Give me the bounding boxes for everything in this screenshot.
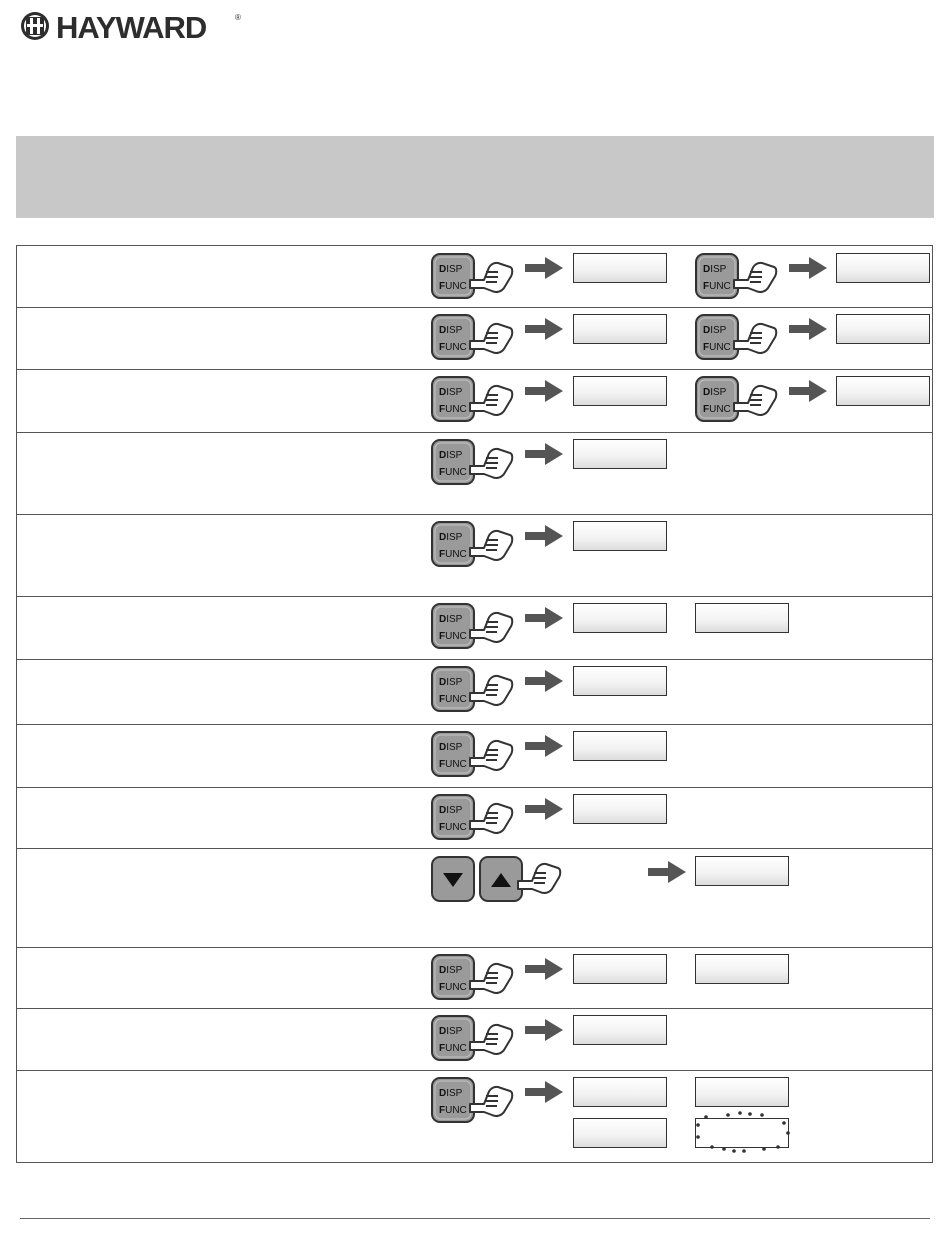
registered-mark: ®	[235, 13, 241, 22]
arrow-right-icon	[525, 735, 563, 757]
lcd-display	[573, 954, 667, 984]
arrow-right-icon	[525, 1019, 563, 1041]
svg-text:DISP: DISP	[439, 325, 463, 336]
lcd-display	[573, 603, 667, 633]
svg-text:DISP: DISP	[439, 677, 463, 688]
lcd-display	[573, 1077, 667, 1107]
lcd-display	[573, 1015, 667, 1045]
arrow-right-icon	[789, 380, 827, 402]
disp-func-button[interactable]	[694, 313, 784, 361]
arrow-right-icon	[525, 257, 563, 279]
svg-text:DISP: DISP	[439, 1026, 463, 1037]
svg-text:FUNC: FUNC	[439, 404, 467, 415]
lcd-display	[836, 253, 930, 283]
svg-text:FUNC: FUNC	[439, 694, 467, 705]
disp-func-button[interactable]	[430, 793, 520, 841]
svg-text:FUNC: FUNC	[439, 982, 467, 993]
arrow-right-icon	[525, 1081, 563, 1103]
svg-text:DISP: DISP	[439, 532, 463, 543]
brand-name: HAYWARD	[56, 10, 207, 44]
svg-text:FUNC: FUNC	[439, 549, 467, 560]
disp-func-button[interactable]	[430, 520, 520, 568]
lcd-display	[573, 439, 667, 469]
lcd-display	[836, 314, 930, 344]
svg-text:DISP: DISP	[439, 965, 463, 976]
arrow-right-icon	[525, 670, 563, 692]
lcd-display	[573, 1118, 667, 1148]
arrow-right-icon	[525, 318, 563, 340]
lcd-display	[573, 794, 667, 824]
svg-text:FUNC: FUNC	[439, 467, 467, 478]
footer-divider	[20, 1218, 930, 1219]
lcd-display-flashing	[695, 1118, 789, 1148]
svg-text:DISP: DISP	[439, 264, 463, 275]
up-down-buttons[interactable]	[430, 853, 570, 903]
svg-text:FUNC: FUNC	[439, 342, 467, 353]
lcd-display	[695, 1077, 789, 1107]
arrow-right-icon	[525, 958, 563, 980]
svg-text:DISP: DISP	[439, 1088, 463, 1099]
lcd-display	[836, 376, 930, 406]
svg-text:FUNC: FUNC	[439, 822, 467, 833]
arrow-right-icon	[525, 380, 563, 402]
svg-text:FUNC: FUNC	[439, 759, 467, 770]
lcd-display	[695, 954, 789, 984]
svg-text:FUNC: FUNC	[439, 631, 467, 642]
disp-func-button[interactable]	[430, 730, 520, 778]
arrow-right-icon	[525, 607, 563, 629]
arrow-right-icon	[525, 798, 563, 820]
arrow-right-icon	[525, 525, 563, 547]
header-band	[16, 136, 934, 218]
lcd-display	[695, 603, 789, 633]
lcd-display	[573, 521, 667, 551]
svg-text:DISP: DISP	[439, 450, 463, 461]
svg-text:DISP: DISP	[439, 614, 463, 625]
lcd-display	[573, 253, 667, 283]
svg-text:DISP: DISP	[703, 325, 727, 336]
arrow-right-icon	[648, 861, 686, 883]
lcd-display	[573, 666, 667, 696]
svg-text:FUNC: FUNC	[439, 281, 467, 292]
disp-func-button[interactable]	[430, 665, 520, 713]
svg-text:FUNC: FUNC	[703, 342, 731, 353]
disp-func-button[interactable]	[430, 313, 520, 361]
disp-func-button[interactable]	[694, 375, 784, 423]
arrow-right-icon	[789, 257, 827, 279]
svg-text:FUNC: FUNC	[439, 1043, 467, 1054]
lcd-display	[573, 314, 667, 344]
disp-func-button[interactable]	[430, 252, 520, 300]
disp-func-button[interactable]	[430, 375, 520, 423]
svg-text:FUNC: FUNC	[703, 281, 731, 292]
svg-text:DISP: DISP	[439, 805, 463, 816]
arrow-right-icon	[789, 318, 827, 340]
disp-func-button[interactable]	[430, 438, 520, 486]
lcd-display	[573, 731, 667, 761]
arrow-right-icon	[525, 443, 563, 465]
disp-func-button[interactable]	[430, 602, 520, 650]
lcd-display	[695, 856, 789, 886]
svg-text:DISP: DISP	[703, 264, 727, 275]
svg-text:DISP: DISP	[703, 387, 727, 398]
disp-func-button[interactable]	[430, 953, 520, 1001]
svg-text:FUNC: FUNC	[703, 404, 731, 415]
hayward-logo	[20, 10, 250, 44]
lcd-display	[573, 376, 667, 406]
svg-text:DISP: DISP	[439, 742, 463, 753]
disp-func-button[interactable]	[694, 252, 784, 300]
svg-text:DISP: DISP	[439, 387, 463, 398]
disp-func-button[interactable]	[430, 1076, 520, 1124]
disp-func-button[interactable]	[430, 1014, 520, 1062]
svg-text:FUNC: FUNC	[439, 1105, 467, 1116]
